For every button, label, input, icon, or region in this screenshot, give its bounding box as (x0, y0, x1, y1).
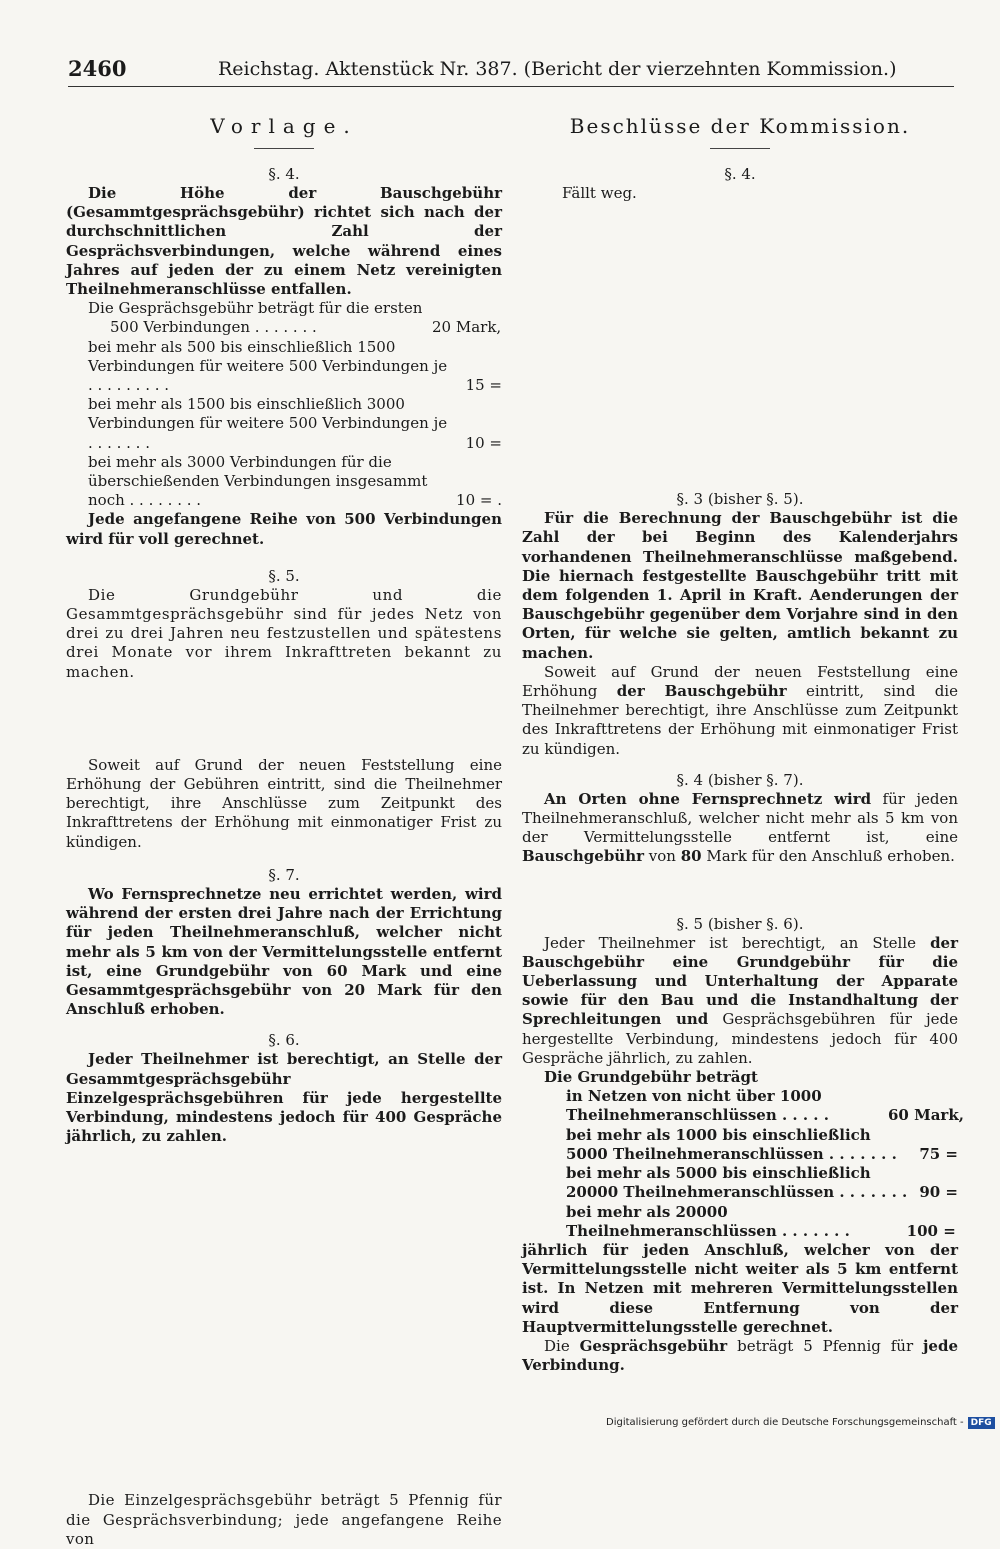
fee-row-label: bei mehr als 500 bis einschließlich 1500 Verbindungen für weitere 500 Verbindungen je . . . . . . . . . (88, 337, 448, 395)
fee-row-label: bei mehr als 5000 bis einschließlich 20000 Theilnehmeranschlüssen . . . . . . . (566, 1164, 908, 1202)
text-run-bold: An Orten ohne Fernsprechnetz wird (544, 789, 872, 808)
running-title: Reichstag. Aktenstück Nr. 387. (Bericht der vierzehnten Kommission.) (218, 58, 897, 80)
text-run: für jeden Theilnehmeranschluß, welcher nicht mehr als 5 km von der Vermittelungsstelle entfernt ist, eine (522, 789, 958, 847)
text-run-bold: 80 (680, 847, 702, 866)
fee-row-value: 15 = (465, 376, 502, 395)
left-column-vorlage (66, 110, 502, 1549)
fee-row-label: bei mehr als 1000 bis einschließlich 5000 Theilnehmeranschlüssen . . . . . . . (566, 1125, 897, 1163)
paragraph: Fällt weg. (562, 184, 637, 202)
text-run-bold: jede Verbindung. (522, 1336, 959, 1375)
text-run: beträgt 5 Pfennig für (727, 1336, 923, 1355)
fee-row-value: 60 Mark, (888, 1106, 964, 1125)
section-label: §. 4. (724, 165, 756, 183)
fee-row-value: 10 = (465, 433, 502, 452)
digitization-footer (606, 1417, 995, 1429)
section-label: §. 4 (bisher §. 7). (676, 770, 804, 789)
fee-table-row (66, 453, 502, 511)
section-label: §. 4. (268, 165, 300, 183)
fee-table-row (522, 1087, 964, 1125)
text-run: Jeder Theilnehmer ist berechtigt, an Stelle (544, 933, 931, 952)
section-label: §. 7. (268, 865, 300, 884)
fee-table-intro: Die Gesprächsgebühr beträgt für die ersten (88, 299, 423, 318)
dfg-logo: DFG (968, 1417, 995, 1429)
paragraph: Wo Fernsprechnetze neu errichtet werden, wird während der ersten drei Jahre nach der Errichtung für jeden Theilnehmeranschluß, welcher nicht mehr als 5 km von der Vermittelungsstelle entfernt ist, eine Grundgebühr von 60 Mark und eine Gesammtgesprächsgebühr von 20 Mark für den Anschluß erhoben. (66, 884, 502, 1019)
paragraph: Die Einzelgesprächsgebühr beträgt 5 Pfennig für die Gesprächsverbindung; jede angefangene Reihe von (66, 1491, 502, 1548)
paragraph: Die Höhe der Bauschgebühr (Gesammtgesprächsgebühr) richtet sich nach der durchschnittlichen Zahl der Gesprächsverbindungen, welche während eines Jahres auf jeden der zu einem Netz vereinigten Theilnehmeranschlüsse entfallen. (66, 184, 502, 299)
fee-row-value: 100 = (906, 1221, 956, 1240)
fee-row-value: 20 Mark, (432, 318, 502, 337)
paragraph: Soweit auf Grund der neuen Feststellung eine Erhöhung der Gebühren eintritt, sind die Theilnehmer berechtigt, ihre Anschlüsse zum Zeitpunkt des Inkrafttretens der Erhöhung mit einmonatiger Frist zu kündigen. (66, 755, 502, 851)
footer-text: Digitalisierung gefördert durch die Deutsche Forschungsgemeinschaft - (606, 1417, 964, 1428)
text-run: Soweit auf Grund der neuen Feststellung eine Erhöhung (522, 662, 958, 701)
text-run-bold: Gesprächsgebühr (579, 1336, 728, 1355)
text-run-bold: der Bauschgebühr (616, 682, 787, 701)
section-label: §. 3 (bisher §. 5). (676, 490, 804, 509)
text-run: Gesprächsgebühren für jede hergestellte Verbindung, mindestens jedoch für 400 Gespräche jährlich, zu zahlen. (522, 1010, 958, 1067)
right-column-heading: Beschlüsse der Kommission. (569, 114, 911, 138)
text-run-bold: Bauschgebühr (522, 847, 645, 866)
section-label: §. 6. (268, 1031, 300, 1050)
fee-row-label: bei mehr als 1500 bis einschließlich 3000 Verbindungen für weitere 500 Verbindungen je . . . . . . . (88, 395, 448, 452)
text-run: Die (544, 1336, 580, 1355)
fee-table-row (522, 1126, 958, 1164)
fee-row-value: 10 = . (456, 491, 502, 510)
paragraph (522, 663, 958, 759)
paragraph (522, 790, 958, 867)
fee-row-value: 75 = (919, 1144, 958, 1163)
fee-row-label: bei mehr als 20000 Theilnehmeranschlüssen . . . . . . . (566, 1202, 850, 1240)
heading-rule (254, 148, 314, 149)
paragraph: Die Grundgebühr und die Gesammtgesprächsgebühr sind für jedes Netz von drei zu drei Jahren neu festzustellen und spätestens drei Monate vor ihrem Inkrafttreten bekannt zu machen. (66, 585, 502, 681)
paragraph: jährlich für jeden Anschluß, welcher von der Vermittelungsstelle nicht weiter als 5 km entfernt ist. In Netzen mit mehreren Vermittelungsstellen wird diese Entfernung von der Hauptvermittelungsstelle gerechnet. (522, 1240, 958, 1336)
fee-table-row (66, 338, 502, 396)
text-run: Mark für den Anschluß erhoben. (701, 847, 955, 866)
paragraph (522, 934, 958, 1068)
page-number: 2460 (68, 56, 127, 81)
text-run: von (644, 847, 681, 866)
page-header (68, 56, 954, 86)
paragraph: Jeder Theilnehmer ist berechtigt, an Stelle der Gesammtgesprächsgebühr Einzelgesprächsgebühren für jede hergestellte Verbindung, mindestens jedoch für 400 Gespräche jährlich, zu zahlen. (66, 1050, 502, 1146)
fee-table-intro: Die Grundgebühr beträgt (544, 1068, 758, 1087)
section-label: §. 5 (bisher §. 6). (676, 914, 804, 933)
right-column-beschluesse (522, 110, 964, 1375)
fee-table-row (522, 1203, 958, 1241)
section-label: §. 5. (268, 566, 300, 585)
fee-table-row (66, 395, 502, 453)
fee-table-row (66, 318, 502, 337)
paragraph: Für die Berechnung der Bauschgebühr ist die Zahl der bei Beginn des Kalenderjahrs vorhandenen Theilnehmeranschlüsse maßgebend. Die hiernach festgestellte Bauschgebühr tritt mit dem folgenden 1. April in Kraft. Aenderungen der Bauschgebühr gegenüber dem Vorjahre sind in den Orten, für welche sie gelten, amtlich bekannt zu machen. (522, 509, 958, 662)
fee-row-label: in Netzen von nicht über 1000 Theilnehmeranschlüssen . . . . . (566, 1087, 829, 1125)
fee-row-value: 90 = (919, 1183, 958, 1202)
header-rule (68, 86, 954, 87)
fee-table (522, 1068, 964, 1241)
text-run: eintritt, sind die Theilnehmer berechtigt, ihre Anschlüsse zum Zeitpunkt des Inkrafttretens der Erhöhung mit einmonatiger Frist zu kündigen. (522, 682, 958, 758)
paragraph: Jede angefangene Reihe von 500 Verbindungen wird für voll gerechnet. (66, 510, 502, 548)
fee-table (66, 299, 502, 510)
fee-row-label: bei mehr als 3000 Verbindungen für die überschießenden Verbindungen insgesammt noch . . . . . . . . (88, 452, 428, 510)
fee-row-label: 500 Verbindungen . . . . . . . (110, 318, 317, 337)
paragraph (522, 1337, 958, 1375)
heading-rule (710, 148, 770, 149)
fee-table-row (522, 1164, 958, 1202)
left-column-heading: Vorlage. (210, 114, 358, 138)
text-run-bold: der Bauschgebühr eine Grundgebühr für die Ueberlassung und Unterhaltung der Apparate sowie für den Bau und die Instandhaltung der Sprechleitungen und (522, 933, 958, 1029)
